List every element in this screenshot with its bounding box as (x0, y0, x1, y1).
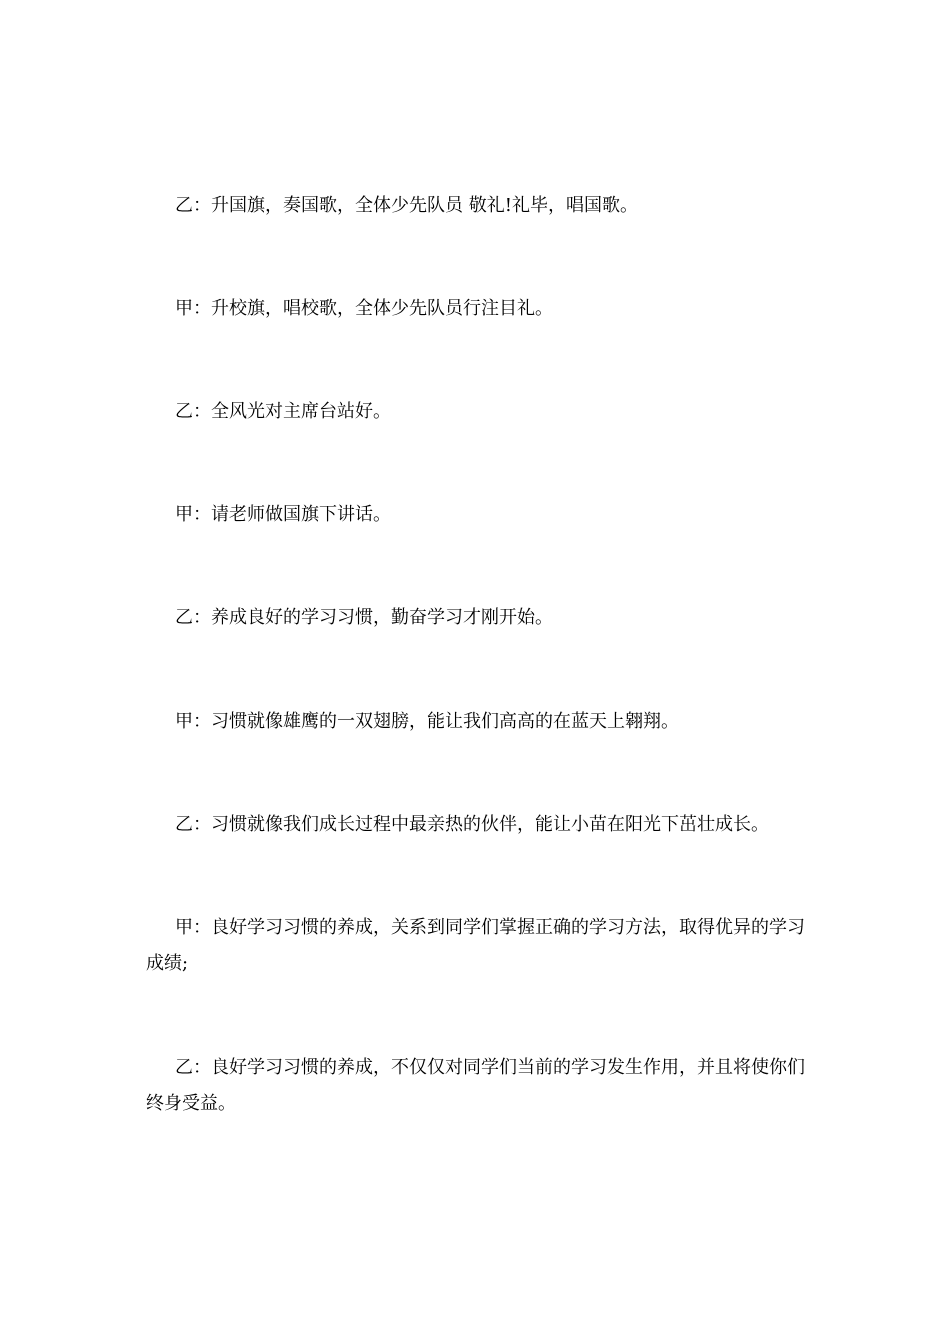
paragraph: 乙：习惯就像我们成长过程中最亲热的伙伴，能让小苗在阳光下茁壮成长。 (175, 814, 769, 835)
paragraph: 甲：习惯就像雄鹰的一双翅膀，能让我们高高的在蓝天上翱翔。 (175, 711, 679, 732)
paragraph: 甲：请老师做国旗下讲话。 (175, 504, 391, 525)
paragraph: 甲：良好学习习惯的养成，关系到同学们掌握正确的学习方法，取得优异的学习成绩; (146, 917, 805, 974)
paragraph: 乙：良好学习习惯的养成，不仅仅对同学们当前的学习发生作用，并且将使你们终身受益。 (146, 1057, 805, 1114)
paragraph: 乙：全风光对主席台站好。 (175, 401, 391, 422)
paragraph: 乙：升国旗，奏国歌，全体少先队员 敬礼!礼毕，唱国歌。 (175, 195, 638, 216)
paragraph: 乙：养成良好的学习习惯，勤奋学习才刚开始。 (175, 607, 553, 628)
paragraph: 甲：升校旗，唱校歌，全体少先队员行注目礼。 (175, 298, 553, 319)
